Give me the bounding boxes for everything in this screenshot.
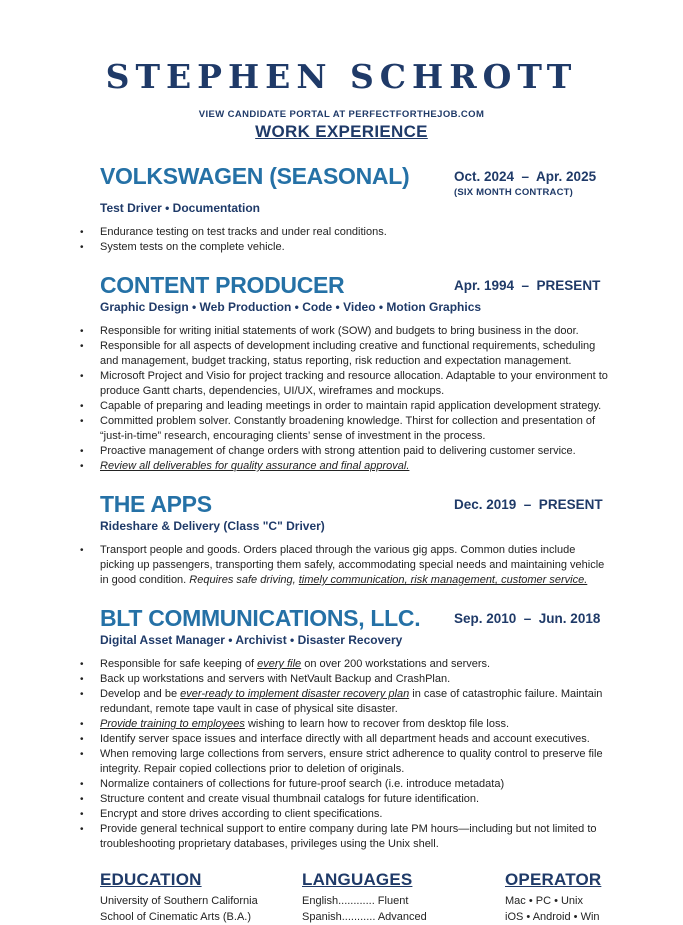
work-experience-heading: WORK EXPERIENCE bbox=[0, 122, 683, 142]
bullet-item bbox=[78, 543, 612, 588]
bullet-item bbox=[78, 717, 612, 732]
job-section bbox=[100, 492, 612, 588]
operator-line: iOS • Android • Win bbox=[505, 910, 612, 925]
candidate-name: STEPHEN SCHROTT bbox=[0, 60, 683, 94]
job-header bbox=[100, 164, 612, 198]
job-date-block bbox=[454, 492, 612, 512]
job-section bbox=[100, 606, 612, 852]
language-line: English............ Fluent bbox=[302, 894, 505, 910]
footer bbox=[100, 870, 612, 925]
job-section bbox=[100, 164, 612, 255]
education-line: School of Cinematic Arts (B.A.) bbox=[100, 910, 302, 925]
bullet-item bbox=[78, 399, 612, 414]
bullet-segment: timely communication, risk management, customer service. bbox=[299, 574, 588, 586]
bullet-segment: Responsible for writing initial statements of work (SOW) and budgets to bring business in the door. bbox=[100, 325, 579, 337]
jobs bbox=[100, 164, 612, 852]
bullet-segment: Proactive management of change orders with strong attention paid to delivering customer service. bbox=[100, 445, 576, 457]
education-line: University of Southern California bbox=[100, 894, 302, 910]
bullet-item bbox=[78, 807, 612, 822]
candidate-portal-link[interactable]: VIEW CANDIDATE PORTAL AT PERFECTFORTHEJOB.COM bbox=[0, 109, 683, 120]
company-name: CONTENT PRODUCER bbox=[100, 273, 454, 297]
company-name: VOLKSWAGEN (SEASONAL) bbox=[100, 164, 454, 188]
job-date-block bbox=[454, 606, 612, 626]
job-dates: Dec. 2019 – PRESENT bbox=[454, 497, 612, 512]
bullet-segment: Provide training to employees bbox=[100, 718, 245, 730]
bullet-list bbox=[78, 324, 612, 474]
job-roles: Rideshare & Delivery (Class "C" Driver) bbox=[100, 519, 612, 533]
bullet-segment: Identify server space issues and interface directly with all department heads and account executives. bbox=[100, 733, 590, 745]
bullet-segment: in case of catastrophic failure. Maintain redundant, remote tape vault in case of physical site disaster. bbox=[100, 688, 602, 715]
bullet-list bbox=[78, 225, 612, 255]
bullet-item bbox=[78, 657, 612, 672]
bullet-item bbox=[78, 240, 612, 255]
job-header bbox=[100, 492, 612, 516]
job-dates: Sep. 2010 – Jun. 2018 bbox=[454, 611, 612, 626]
bullet-segment: Back up workstations and servers with NetVault Backup and CrashPlan. bbox=[100, 673, 450, 685]
bullet-item bbox=[78, 687, 612, 717]
bullet-segment: System tests on the complete vehicle. bbox=[100, 241, 285, 253]
job-header bbox=[100, 273, 612, 297]
job-roles: Graphic Design • Web Production • Code • Video • Motion Graphics bbox=[100, 300, 612, 314]
bullet-item bbox=[78, 732, 612, 747]
bullet-item bbox=[78, 369, 612, 399]
resume-header bbox=[0, 60, 683, 142]
bullet-segment: Requires safe driving, bbox=[189, 574, 298, 586]
job-date-block bbox=[454, 164, 612, 198]
bullet-segment: Develop and be bbox=[100, 688, 180, 700]
bullet-item bbox=[78, 747, 612, 777]
job-dates: Oct. 2024 – Apr. 2025 bbox=[454, 169, 612, 184]
bullet-item bbox=[78, 792, 612, 807]
bullet-item bbox=[78, 822, 612, 852]
bullet-segment: Transport people and goods. Orders placed through the various gig apps. Common duties include picking up passengers, transporting them safely, accommodating special needs and maintaining vehicle in good condition. bbox=[100, 544, 604, 586]
job-section bbox=[100, 273, 612, 474]
bullet-segment: Responsible for all aspects of development including creative and functional requirements, scheduling and management, budget tracking, status reporting, risk reduction and expectation management. bbox=[100, 340, 595, 367]
bullet-segment: Provide general technical support to entire company during late PM hours—including but not limited to troubleshooting proprietary databases, privileges using the Unix shell. bbox=[100, 823, 597, 850]
operator-heading: OPERATOR bbox=[505, 870, 612, 890]
bullet-segment: Endurance testing on test tracks and under real conditions. bbox=[100, 226, 387, 238]
bullet-segment: Capable of preparing and leading meetings in order to maintain rapid application development strategy. bbox=[100, 400, 601, 412]
bullet-segment: When removing large collections from servers, ensure strict adherence to quality control to preserve file integrity. Repair copied collections prior to deletion of originals. bbox=[100, 748, 603, 775]
company-name: THE APPS bbox=[100, 492, 454, 516]
bullet-item bbox=[78, 459, 612, 474]
contract-note: (SIX MONTH CONTRACT) bbox=[454, 187, 612, 198]
languages-heading: LANGUAGES bbox=[302, 870, 505, 890]
bullet-segment: Review all deliverables for quality assurance and final approval. bbox=[100, 460, 409, 472]
footer-column-education bbox=[100, 870, 302, 925]
bullet-item bbox=[78, 672, 612, 687]
footer-column-operator bbox=[505, 870, 612, 925]
bullet-segment: Normalize containers of collections for future-proof search (i.e. introduce metadata) bbox=[100, 778, 504, 790]
job-roles: Test Driver • Documentation bbox=[100, 201, 612, 215]
bullet-segment: Encrypt and store drives according to client specifications. bbox=[100, 808, 382, 820]
job-header bbox=[100, 606, 612, 630]
bullet-list bbox=[78, 657, 612, 852]
bullet-segment: ever-ready to implement disaster recovery plan bbox=[180, 688, 409, 700]
footer-column-languages bbox=[302, 870, 505, 925]
job-dates: Apr. 1994 – PRESENT bbox=[454, 278, 612, 293]
language-line: Spanish........... Advanced bbox=[302, 910, 505, 925]
operator-line: Mac • PC • Unix bbox=[505, 894, 612, 910]
bullet-segment: every file bbox=[257, 658, 301, 670]
job-date-block bbox=[454, 273, 612, 293]
bullet-item bbox=[78, 777, 612, 792]
bullet-item bbox=[78, 324, 612, 339]
bullet-segment: Committed problem solver. Constantly broadening knowledge. Thirst for collection and presentation of “just-in-time” research, encouraging clients’ sense of investment in the process. bbox=[100, 415, 595, 442]
bullet-segment: on over 200 workstations and servers. bbox=[301, 658, 490, 670]
bullet-list bbox=[78, 543, 612, 588]
bullet-item bbox=[78, 444, 612, 459]
bullet-item bbox=[78, 414, 612, 444]
bullet-segment: wishing to learn how to recover from desktop file loss. bbox=[245, 718, 509, 730]
bullet-item bbox=[78, 339, 612, 369]
bullet-segment: Microsoft Project and Visio for project tracking and resource allocation. Adaptable to your environment to produce Gantt charts, dependencies, UI/UX, wireframes and mockups. bbox=[100, 370, 608, 397]
company-name: BLT COMMUNICATIONS, LLC. bbox=[100, 606, 454, 630]
education-heading: EDUCATION bbox=[100, 870, 302, 890]
job-roles: Digital Asset Manager • Archivist • Disaster Recovery bbox=[100, 633, 612, 647]
bullet-segment: Responsible for safe keeping of bbox=[100, 658, 257, 670]
bullet-item bbox=[78, 225, 612, 240]
bullet-segment: Structure content and create visual thumbnail catalogs for future identification. bbox=[100, 793, 479, 805]
